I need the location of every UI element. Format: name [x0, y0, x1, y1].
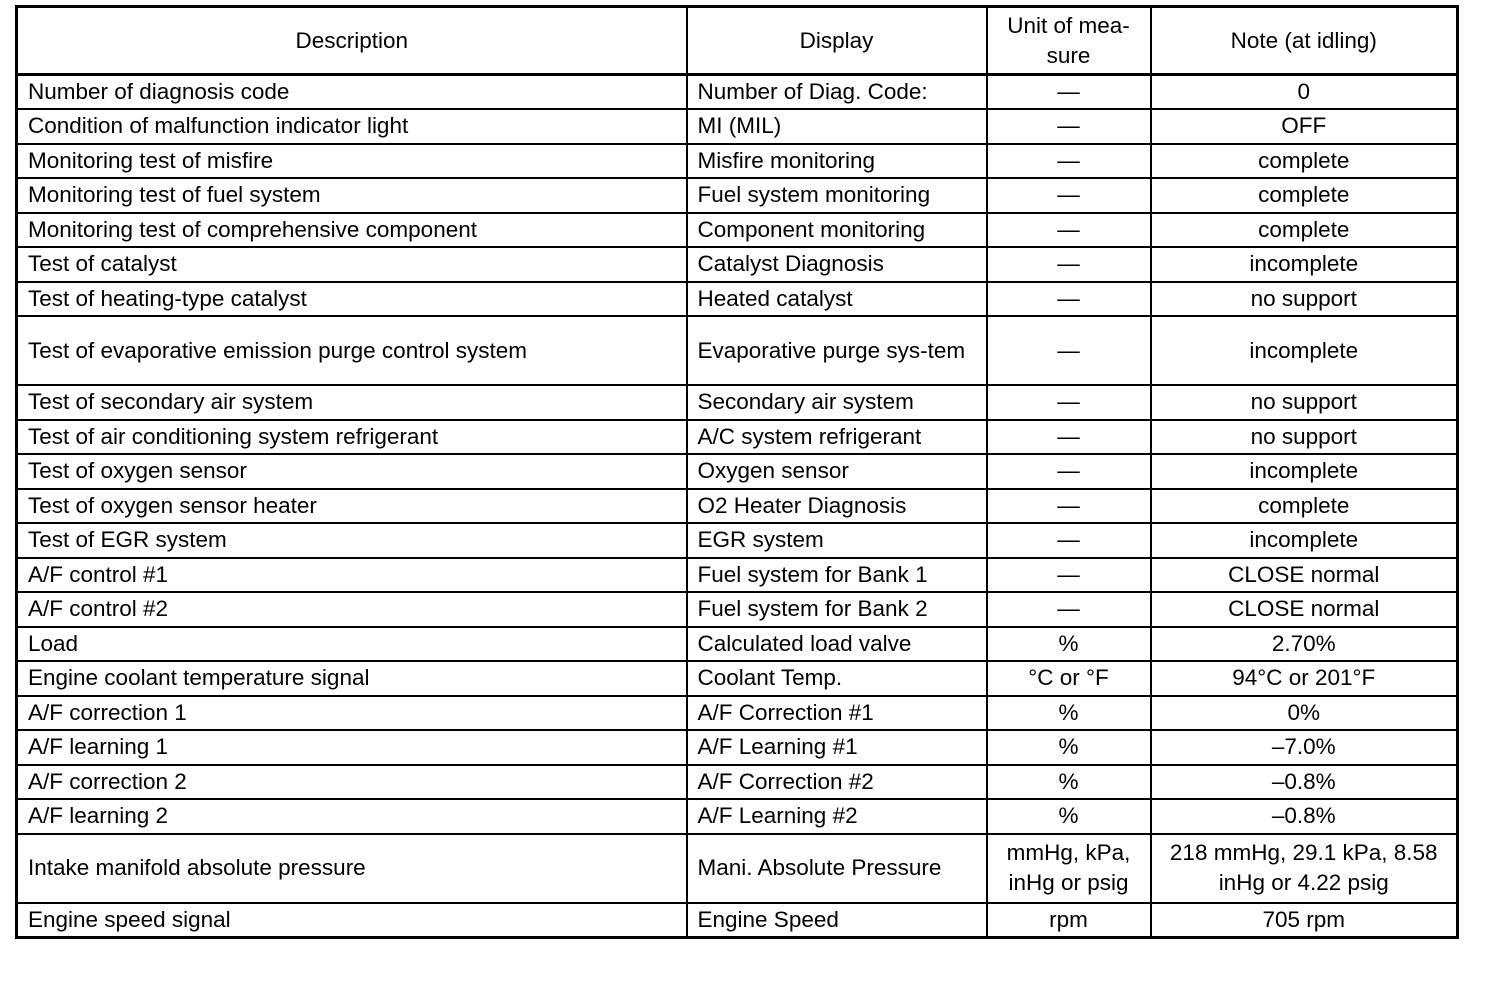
- header-display: Display: [687, 7, 987, 75]
- cell-display: Fuel system monitoring: [687, 178, 987, 213]
- cell-description: Condition of malfunction indicator light: [17, 109, 687, 144]
- cell-description: Test of air conditioning system refrigerant: [17, 420, 687, 455]
- cell-description: Load: [17, 627, 687, 662]
- cell-unit: —: [987, 592, 1151, 627]
- cell-note: –0.8%: [1151, 799, 1458, 834]
- cell-note: –0.8%: [1151, 765, 1458, 800]
- cell-note: 2.70%: [1151, 627, 1458, 662]
- cell-unit: —: [987, 558, 1151, 593]
- cell-display: A/F Learning #2: [687, 799, 987, 834]
- cell-display: EGR system: [687, 523, 987, 558]
- table-row: [17, 75, 1458, 110]
- cell-note: 0: [1151, 75, 1458, 110]
- header-unit: Unit of mea-sure: [987, 7, 1151, 75]
- cell-unit: —: [987, 75, 1151, 110]
- table-row: [17, 109, 1458, 144]
- table-row: [17, 730, 1458, 765]
- cell-display: Fuel system for Bank 2: [687, 592, 987, 627]
- cell-description: Engine coolant temperature signal: [17, 661, 687, 696]
- table-row: [17, 454, 1458, 489]
- diagnosis-table: [15, 5, 1459, 939]
- cell-description: Test of heating-type catalyst: [17, 282, 687, 317]
- cell-unit: —: [987, 489, 1151, 524]
- cell-description: Monitoring test of misfire: [17, 144, 687, 179]
- cell-description: Test of catalyst: [17, 247, 687, 282]
- cell-display: Fuel system for Bank 1: [687, 558, 987, 593]
- cell-unit: —: [987, 385, 1151, 420]
- cell-unit: %: [987, 627, 1151, 662]
- cell-display: Calculated load valve: [687, 627, 987, 662]
- table-row: [17, 696, 1458, 731]
- table-row: [17, 765, 1458, 800]
- cell-display: O2 Heater Diagnosis: [687, 489, 987, 524]
- cell-display: A/C system refrigerant: [687, 420, 987, 455]
- cell-display: Evaporative purge sys-tem: [687, 316, 987, 385]
- cell-unit: —: [987, 213, 1151, 248]
- cell-description: A/F learning 1: [17, 730, 687, 765]
- cell-unit: %: [987, 696, 1151, 731]
- cell-display: Misfire monitoring: [687, 144, 987, 179]
- cell-unit: —: [987, 282, 1151, 317]
- table-wrapper: [15, 5, 1459, 939]
- cell-description: Test of oxygen sensor: [17, 454, 687, 489]
- table-row: [17, 247, 1458, 282]
- cell-note: incomplete: [1151, 247, 1458, 282]
- cell-display: Secondary air system: [687, 385, 987, 420]
- cell-description: A/F learning 2: [17, 799, 687, 834]
- cell-note: incomplete: [1151, 523, 1458, 558]
- table-row: [17, 316, 1458, 385]
- cell-description: Monitoring test of comprehensive component: [17, 213, 687, 248]
- cell-unit: —: [987, 247, 1151, 282]
- table-row: [17, 489, 1458, 524]
- table-row: [17, 385, 1458, 420]
- cell-description: Test of EGR system: [17, 523, 687, 558]
- cell-description: A/F control #1: [17, 558, 687, 593]
- cell-unit: —: [987, 316, 1151, 385]
- cell-note: incomplete: [1151, 454, 1458, 489]
- header-note: Note (at idling): [1151, 7, 1458, 75]
- cell-note: 705 rpm: [1151, 903, 1458, 938]
- cell-description: Engine speed signal: [17, 903, 687, 938]
- cell-note: 94°C or 201°F: [1151, 661, 1458, 696]
- cell-unit: %: [987, 765, 1151, 800]
- cell-display: Coolant Temp.: [687, 661, 987, 696]
- cell-unit: %: [987, 730, 1151, 765]
- cell-display: Engine Speed: [687, 903, 987, 938]
- table-row: [17, 592, 1458, 627]
- cell-unit: mmHg, kPa, inHg or psig: [987, 834, 1151, 903]
- table-row: [17, 661, 1458, 696]
- cell-description: A/F control #2: [17, 592, 687, 627]
- cell-note: CLOSE normal: [1151, 558, 1458, 593]
- cell-display: Oxygen sensor: [687, 454, 987, 489]
- cell-unit: —: [987, 454, 1151, 489]
- cell-description: Monitoring test of fuel system: [17, 178, 687, 213]
- table-row: [17, 144, 1458, 179]
- header-description: Description: [17, 7, 687, 75]
- cell-note: complete: [1151, 213, 1458, 248]
- cell-display: A/F Correction #2: [687, 765, 987, 800]
- cell-display: Component monitoring: [687, 213, 987, 248]
- table-row: [17, 420, 1458, 455]
- table-row: [17, 178, 1458, 213]
- table-row: [17, 282, 1458, 317]
- cell-description: Number of diagnosis code: [17, 75, 687, 110]
- cell-unit: —: [987, 420, 1151, 455]
- cell-note: 0%: [1151, 696, 1458, 731]
- cell-display: Heated catalyst: [687, 282, 987, 317]
- cell-description: Intake manifold absolute pressure: [17, 834, 687, 903]
- table-row: [17, 834, 1458, 903]
- cell-unit: —: [987, 523, 1151, 558]
- cell-note: incomplete: [1151, 316, 1458, 385]
- cell-note: CLOSE normal: [1151, 592, 1458, 627]
- cell-display: Catalyst Diagnosis: [687, 247, 987, 282]
- table-body: [17, 75, 1458, 938]
- cell-description: Test of evaporative emission purge control system: [17, 316, 687, 385]
- table-row: [17, 558, 1458, 593]
- table-row: [17, 523, 1458, 558]
- cell-unit: —: [987, 109, 1151, 144]
- cell-note: 218 mmHg, 29.1 kPa, 8.58 inHg or 4.22 psig: [1151, 834, 1458, 903]
- cell-note: no support: [1151, 385, 1458, 420]
- cell-description: A/F correction 1: [17, 696, 687, 731]
- cell-description: Test of secondary air system: [17, 385, 687, 420]
- cell-unit: —: [987, 178, 1151, 213]
- table-row: [17, 627, 1458, 662]
- cell-unit: %: [987, 799, 1151, 834]
- table-row: [17, 799, 1458, 834]
- cell-note: complete: [1151, 178, 1458, 213]
- cell-note: complete: [1151, 144, 1458, 179]
- cell-display: Number of Diag. Code:: [687, 75, 987, 110]
- cell-note: –7.0%: [1151, 730, 1458, 765]
- cell-display: A/F Learning #1: [687, 730, 987, 765]
- table-row: [17, 213, 1458, 248]
- cell-note: no support: [1151, 420, 1458, 455]
- cell-note: OFF: [1151, 109, 1458, 144]
- cell-display: Mani. Absolute Pressure: [687, 834, 987, 903]
- cell-note: complete: [1151, 489, 1458, 524]
- table-row: [17, 903, 1458, 938]
- cell-description: Test of oxygen sensor heater: [17, 489, 687, 524]
- cell-display: A/F Correction #1: [687, 696, 987, 731]
- cell-note: no support: [1151, 282, 1458, 317]
- cell-unit: —: [987, 144, 1151, 179]
- cell-unit: °C or °F: [987, 661, 1151, 696]
- cell-description: A/F correction 2: [17, 765, 687, 800]
- cell-unit: rpm: [987, 903, 1151, 938]
- cell-display: MI (MIL): [687, 109, 987, 144]
- table-header-row: [17, 7, 1458, 75]
